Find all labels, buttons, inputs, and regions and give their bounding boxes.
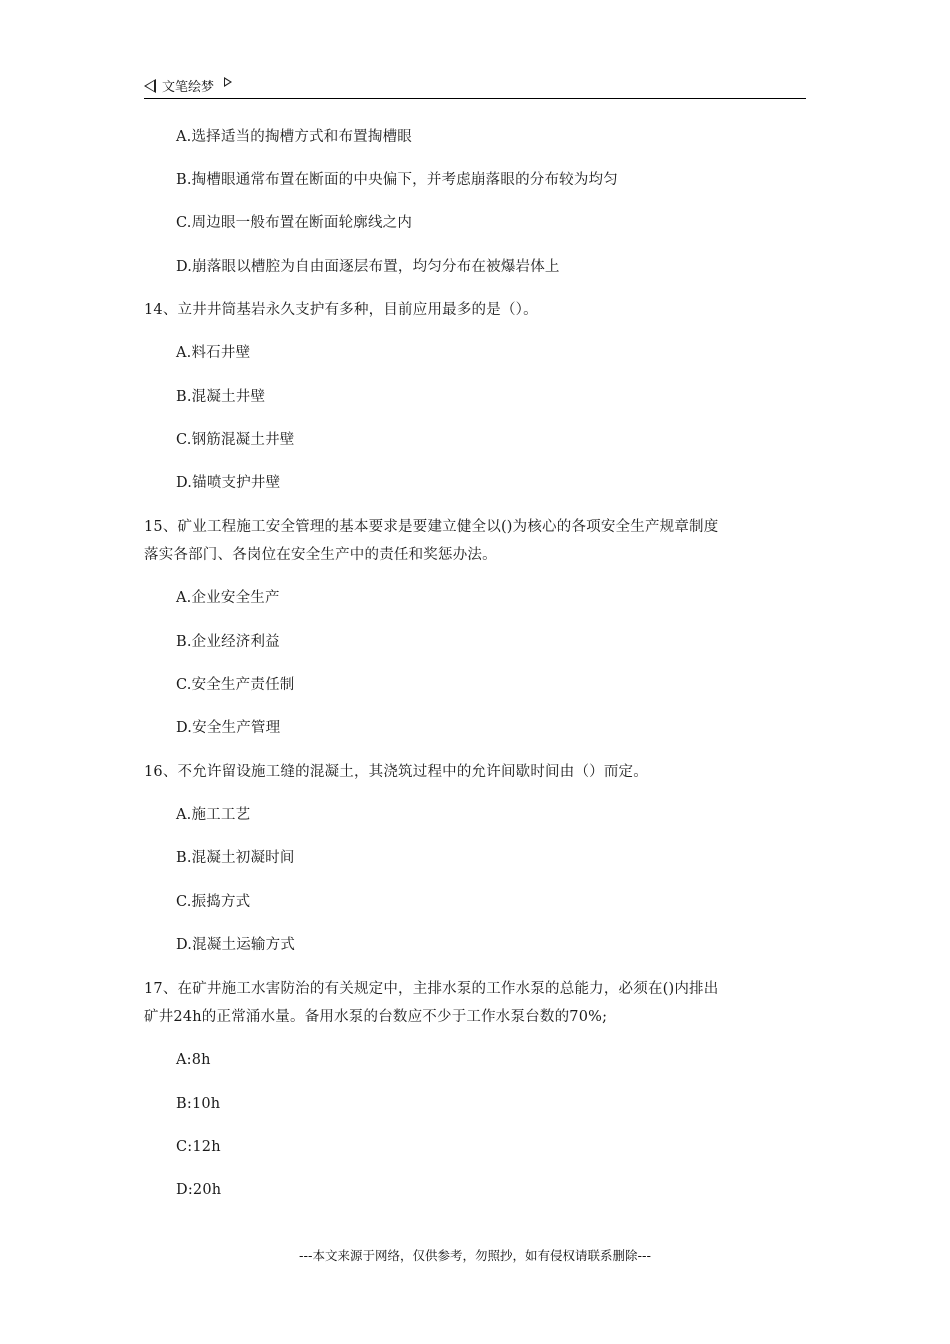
triangle-left-icon bbox=[144, 79, 156, 93]
option-line: B:10h bbox=[176, 1096, 221, 1112]
option-line: C.周边眼一般布置在断面轮廓线之内 bbox=[176, 215, 413, 231]
option-line: D:20h bbox=[176, 1182, 222, 1198]
option-line: C.安全生产责任制 bbox=[176, 677, 295, 693]
question-line: 17、在矿井施工水害防治的有关规定中，主排水泵的工作水泵的总能力，必须在()内排出 bbox=[144, 981, 719, 997]
question-line: 14、立井井筒基岩永久支护有多种，目前应用最多的是（）。 bbox=[144, 302, 538, 318]
option-line: D.崩落眼以槽腔为自由面逐层布置，均匀分布在被爆岩体上 bbox=[176, 259, 560, 275]
option-line: A.选择适当的掏槽方式和布置掏槽眼 bbox=[176, 129, 412, 145]
brand-label: 文笔绘梦 bbox=[162, 80, 215, 95]
option-line: C.钢筋混凝土井壁 bbox=[176, 432, 295, 448]
header-brand bbox=[144, 76, 232, 95]
question-line: 15、矿业工程施工安全管理的基本要求是要建立健全以()为核心的各项安全生产规章制度 bbox=[144, 519, 719, 535]
option-line: B.企业经济利益 bbox=[176, 634, 280, 650]
question-line: 落实各部门、各岗位在安全生产中的责任和奖惩办法。 bbox=[144, 547, 497, 563]
option-line: A.企业安全生产 bbox=[176, 590, 280, 606]
option-line: A.料石井壁 bbox=[176, 345, 251, 361]
footer-disclaimer: ---本文来源于网络，仅供参考，勿照抄，如有侵权请联系删除--- bbox=[298, 1248, 652, 1263]
question-line: 矿井24h的正常涌水量。备用水泵的台数应不少于工作水泵台数的70%; bbox=[144, 1009, 608, 1025]
option-line: D.安全生产管理 bbox=[176, 720, 281, 736]
option-line: B.混凝土初凝时间 bbox=[176, 850, 295, 866]
option-line: D.锚喷支护井壁 bbox=[176, 475, 281, 491]
option-line: C.振捣方式 bbox=[176, 894, 251, 910]
option-line: C:12h bbox=[176, 1139, 221, 1155]
option-line: B.混凝土井壁 bbox=[176, 389, 266, 405]
page-header bbox=[144, 70, 806, 99]
option-line: A.施工工艺 bbox=[176, 807, 251, 823]
option-line: B.掏槽眼通常布置在断面的中央偏下，并考虑崩落眼的分布较为均匀 bbox=[176, 172, 618, 188]
question-line: 16、不允许留设施工缝的混凝土，其浇筑过程中的允许间歇时间由（）而定。 bbox=[144, 764, 648, 780]
option-line: D.混凝土运输方式 bbox=[176, 937, 296, 953]
option-line: A:8h bbox=[176, 1052, 211, 1068]
triangle-right-icon bbox=[224, 77, 232, 87]
